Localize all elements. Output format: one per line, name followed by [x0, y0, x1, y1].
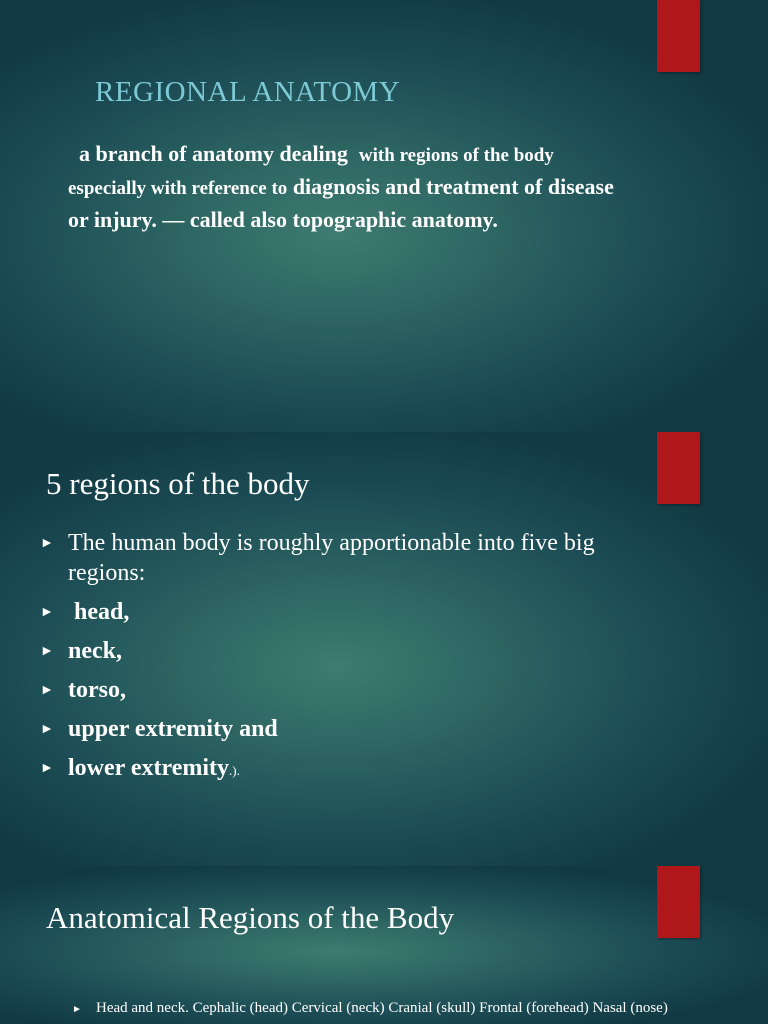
slide-anatomical-regions — [0, 866, 768, 1024]
region-neck: neck, — [68, 638, 122, 664]
lower-extremity-suffix: .). — [229, 763, 240, 778]
bullet-arrow-icon: ► — [40, 761, 54, 776]
head-neck-item: Head and neck. Cephalic (head) Cervical (neck) Cranial (skull) Frontal (forehead) Nasal (nose) — [96, 1000, 668, 1016]
region-torso: torso, — [68, 677, 126, 703]
anatomical-regions-list — [72, 998, 712, 1018]
slide-title: REGIONAL ANATOMY — [95, 76, 401, 108]
bullet-arrow-icon: ► — [40, 536, 54, 551]
region-upper-extremity: upper extremity and — [68, 716, 278, 742]
red-accent-tab — [657, 866, 700, 938]
definition-text — [68, 138, 628, 235]
list-item — [40, 714, 620, 744]
bullet-arrow-icon: ► — [40, 683, 54, 698]
region-lower-extremity: lower extremity — [68, 755, 230, 781]
slide-title: 5 regions of the body — [46, 466, 310, 501]
intro-text: The human body is roughly apportionable into five big regions: — [68, 530, 595, 586]
slide-regional-anatomy — [0, 0, 768, 432]
list-item — [72, 998, 712, 1018]
red-accent-tab — [657, 0, 700, 72]
definition-part-4: . — called also topographic anatomy. — [151, 207, 498, 232]
bullet-arrow-icon: ► — [40, 722, 54, 737]
definition-part-1: a branch of anatomy dealing — [79, 141, 348, 166]
list-item — [40, 528, 620, 588]
definition-part-2: with regions of the body especially with reference to — [68, 145, 554, 199]
regions-list — [40, 528, 620, 795]
bullet-arrow-icon: ► — [72, 1004, 82, 1015]
region-head: head, — [74, 599, 130, 625]
list-item — [40, 753, 620, 786]
definition-part-3: diagnosis and treatment of disease or injury — [68, 174, 614, 232]
slide-title: Anatomical Regions of the Body — [46, 900, 455, 935]
list-item — [40, 636, 620, 666]
red-accent-tab — [657, 432, 700, 504]
slide-five-regions — [0, 432, 768, 866]
bullet-arrow-icon: ► — [40, 605, 54, 620]
list-item — [40, 675, 620, 705]
list-item — [40, 597, 620, 627]
bullet-arrow-icon: ► — [40, 644, 54, 659]
